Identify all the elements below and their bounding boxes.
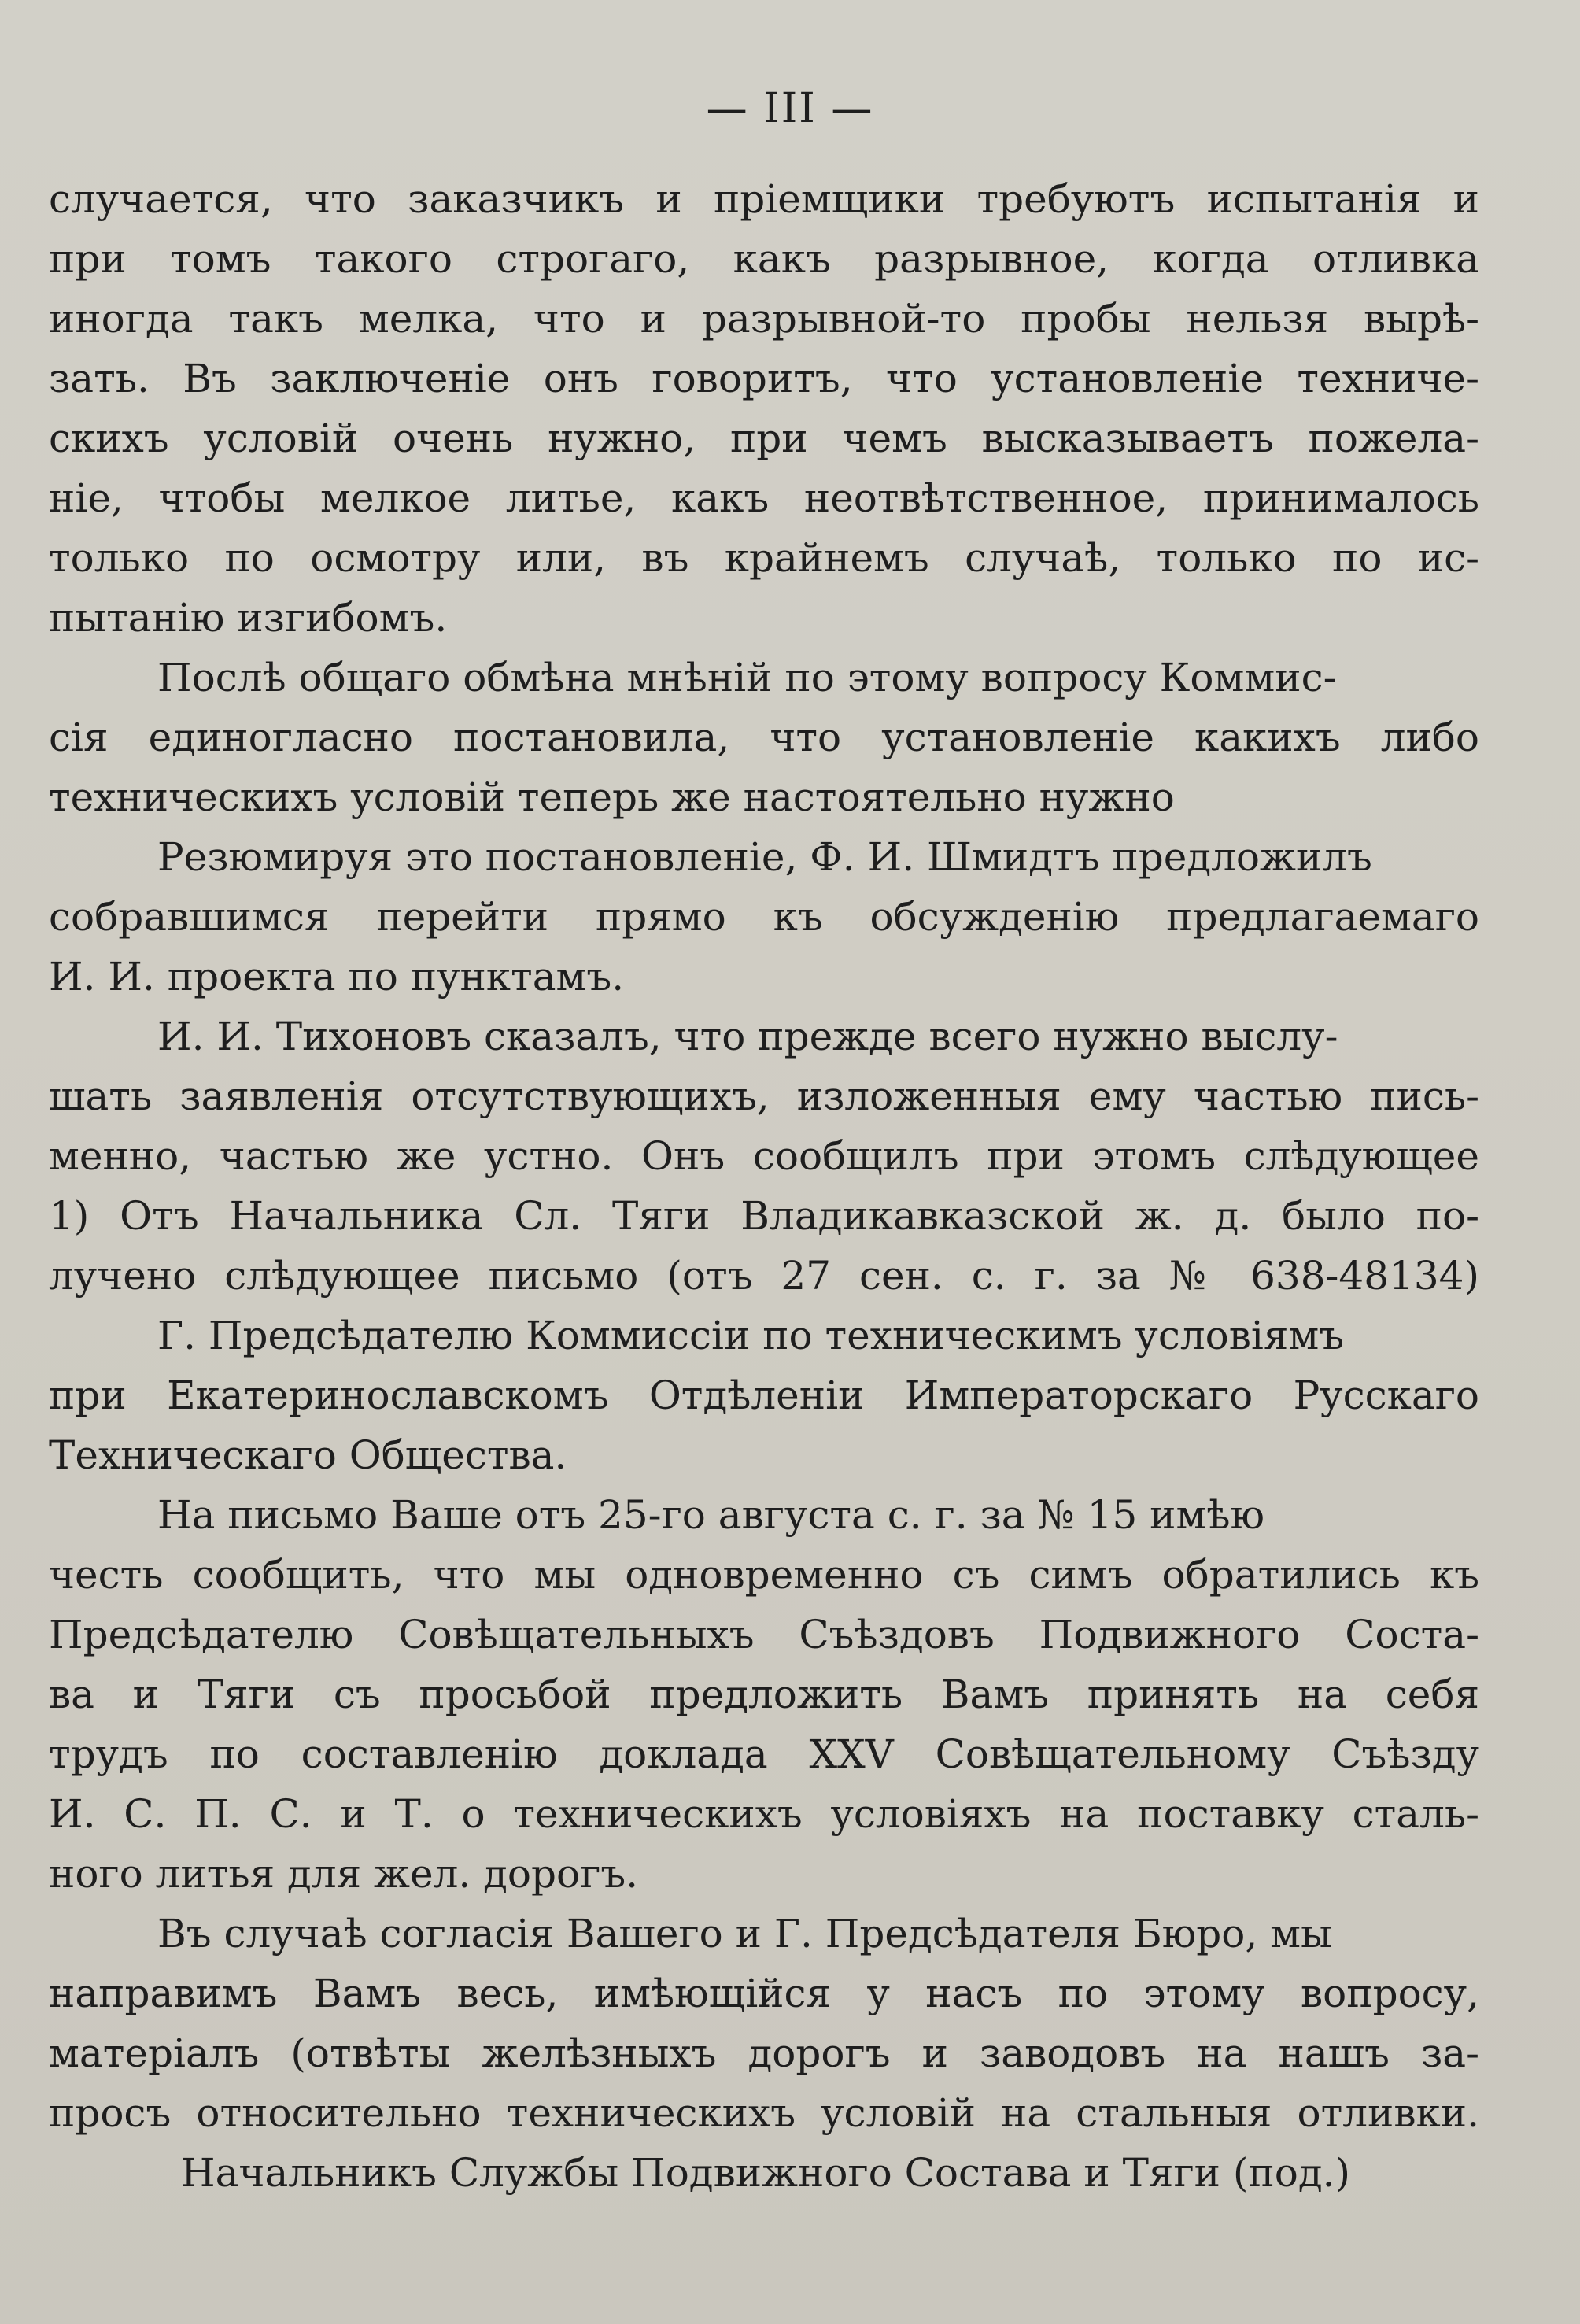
text-line: Предсѣдателю Совѣщательныхъ Съѣздовъ Подвижного Соста- [49, 1612, 1479, 1657]
text-line: случается, что заказчикъ и пріемщики требуютъ испытанія и [49, 176, 1479, 222]
text-line: На письмо Ваше отъ 25-го августа с. г. за № 15 имѣю [157, 1492, 1265, 1538]
text-line: честь сообщить, что мы одновременно съ симъ обратились къ [49, 1552, 1479, 1598]
text-line: менно, частью же устно. Онъ сообщилъ при этомъ слѣдующее [49, 1133, 1479, 1179]
text-line: лучено слѣдующее письмо (отъ 27 сен. с. г. за № 638-48134) [49, 1253, 1479, 1299]
text-line: только по осмотру или, въ крайнемъ случаѣ, только по ис- [49, 535, 1479, 581]
text-line: зать. Въ заключеніе онъ говоритъ, что установленіе техниче- [49, 356, 1479, 401]
text-line: собравшимся перейти прямо къ обсужденію предлагаемаго [49, 894, 1479, 940]
text-line: Г. Предсѣдателю Коммиссіи по техническимъ условіямъ [157, 1313, 1345, 1358]
text-line: иногда такъ мелка, что и разрывной-то пробы нельзя вырѣ- [49, 296, 1479, 342]
text-line: направимъ Вамъ весь, имѣющійся у насъ по этому вопросу, [49, 1971, 1479, 2016]
text-line: Техническаго Общества. [49, 1432, 567, 1478]
body-text [49, 169, 1479, 2203]
text-line: трудъ по составленію доклада XXV Совѣщательному Съѣзду [49, 1731, 1479, 1777]
text-line: скихъ условій очень нужно, при чемъ высказываетъ пожела- [49, 416, 1479, 461]
text-line: матеріалъ (отвѣты желѣзныхъ дорогъ и заводовъ на нашъ за- [49, 2030, 1479, 2076]
text-line: просъ относительно техническихъ условій на стальныя отливки. [49, 2090, 1479, 2136]
text-line: 1) Отъ Начальника Сл. Тяги Владикавказской ж. д. было по- [49, 1193, 1479, 1239]
text-line: при Екатеринославскомъ Отдѣленіи Императорскаго Русскаго [49, 1373, 1479, 1418]
text-line: сія единогласно постановила, что установленіе какихъ либо [49, 715, 1479, 760]
text-line: И. И. Тихоновъ сказалъ, что прежде всего нужно выслу- [157, 1014, 1338, 1059]
text-line: ніе, чтобы мелкое литье, какъ неотвѣтственное, принималось [49, 475, 1479, 521]
text-line: шать заявленія отсутствующихъ, изложенныя ему частью пись- [49, 1073, 1479, 1119]
text-line: при томъ такого строгаго, какъ разрывное, когда отливка [49, 236, 1479, 282]
text-line: Послѣ общаго обмѣна мнѣній по этому вопросу Коммис- [157, 655, 1337, 700]
page-number: — III — [706, 85, 874, 132]
text-line: пытанію изгибомъ. [49, 595, 448, 641]
text-line: Резюмируя это постановленіе, Ф. И. Шмидтъ предложилъ [157, 834, 1372, 880]
text-line: ва и Тяги съ просьбой предложить Вамъ принять на себя [49, 1672, 1479, 1717]
text-line: Начальникъ Службы Подвижного Состава и Тяги (под.) [181, 2150, 1351, 2196]
text-line: И. С. П. С. и Т. о техническихъ условіяхъ на поставку сталь- [49, 1791, 1479, 1837]
text-line: ного литья для жел. дорогъ. [49, 1851, 639, 1897]
text-line: техническихъ условій теперь же настоятельно нужно [49, 774, 1175, 820]
text-line: Въ случаѣ согласія Вашего и Г. Предсѣдателя Бюро, мы [157, 1911, 1332, 1956]
text-line: И. И. проекта по пунктамъ. [49, 954, 625, 999]
